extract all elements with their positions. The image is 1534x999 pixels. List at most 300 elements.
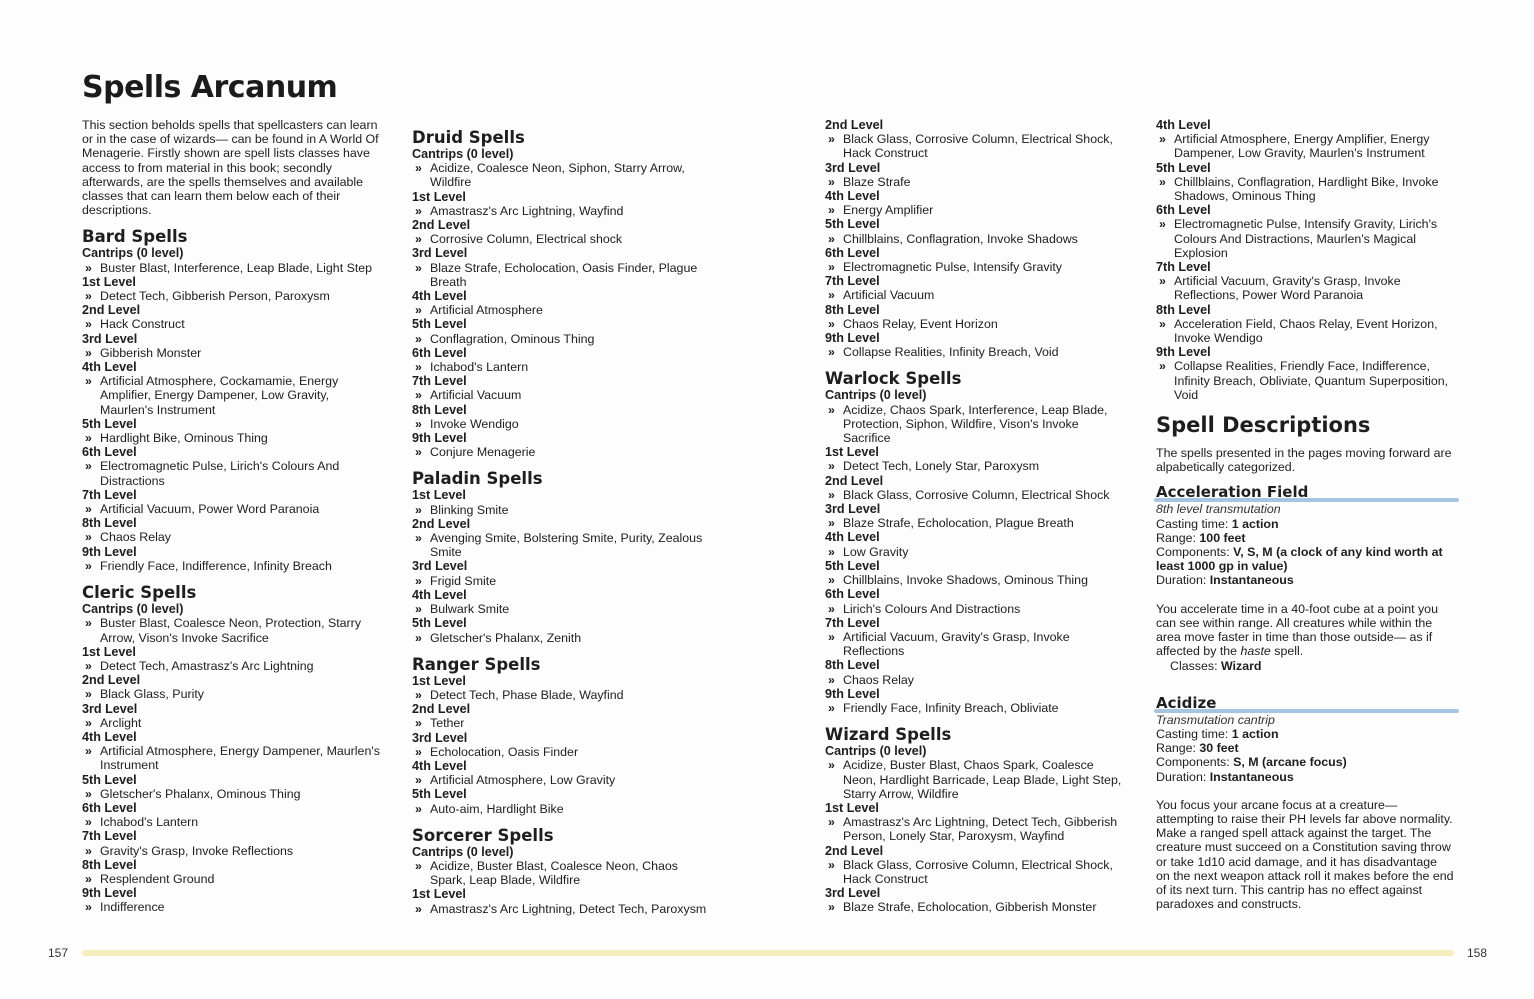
class-spell-list	[412, 826, 710, 916]
spell-list-item	[82, 559, 380, 573]
spell-names: Acidize, Buster Blast, Coalesce Neon, Chaos Spark, Leap Blade, Wildfire	[430, 858, 678, 888]
spell-level-label: 7th Level	[82, 829, 137, 844]
spell-list-item	[1156, 217, 1454, 260]
duration-row	[1156, 573, 1454, 587]
spell-level-label: 3rd Level	[412, 246, 468, 261]
spell-list-item	[82, 530, 380, 544]
spell-names: Auto-aim, Hardlight Bike	[430, 801, 564, 816]
spell-list-item	[82, 815, 380, 829]
bard-spells-heading: Bard Spells	[82, 227, 188, 247]
class-spell-list	[82, 227, 380, 573]
spell-level-label: 3rd Level	[825, 886, 881, 901]
spell-names: Detect Tech, Gibberish Person, Paroxysm	[100, 289, 330, 304]
spell-names: Artificial Vacuum, Gravity's Grasp, Invoke Reflections, Power Word Paranoia	[1174, 274, 1401, 303]
components-value: V, S, M (a clock of any kind worth at least 1000 gp in value)	[1156, 545, 1443, 574]
spell-list-item	[412, 602, 710, 616]
spell-list-item	[82, 787, 380, 801]
spell-names: Electromagnetic Pulse, Intensify Gravity, Lirich's Colours And Distractions, Maurlen's Magical Explosion	[1174, 217, 1438, 260]
spell-names: Collapse Realities, Infinity Breach, Void	[843, 345, 1059, 360]
spell-list-item	[825, 459, 1123, 473]
spell-list-item	[825, 175, 1123, 189]
bullet-icon: »	[415, 331, 422, 346]
bullet-icon: »	[85, 558, 92, 573]
spell-list-item	[412, 859, 710, 887]
casting-time-row	[1156, 727, 1454, 741]
range-label: Range:	[1156, 530, 1200, 545]
spell-list-column-4	[1156, 118, 1454, 911]
spell-list-item	[825, 345, 1123, 359]
spell-level-label: 5th Level	[82, 416, 137, 431]
bullet-icon: »	[415, 388, 422, 403]
spell-list-item	[412, 503, 710, 517]
description-emphasis: haste	[1240, 644, 1271, 659]
bullet-icon: »	[828, 672, 835, 687]
spell-level-label: 4th Level	[1156, 118, 1211, 132]
spell-level-label: 7th Level	[82, 487, 137, 502]
spell-level-label: 3rd Level	[82, 701, 138, 716]
duration-value: Instantaneous	[1209, 573, 1294, 588]
spell-level-label: 5th Level	[412, 616, 467, 631]
spell-names: Collapse Realities, Friendly Face, Indifference, Infinity Breach, Obliviate, Quantum Superposition, Void	[1174, 359, 1449, 402]
spell-description-text	[1156, 602, 1454, 659]
components-row	[1156, 755, 1454, 769]
spell-names: Corrosive Column, Electrical shock	[430, 232, 623, 247]
bullet-icon: »	[1159, 359, 1166, 374]
spell-list-item	[82, 317, 380, 331]
spell-list-item	[412, 688, 710, 702]
spell-level-label: 6th Level	[825, 245, 880, 260]
spell-list-item	[412, 773, 710, 787]
bullet-icon: »	[415, 573, 422, 588]
spell-list-item	[82, 744, 380, 772]
spell-level-label: 9th Level	[825, 331, 880, 346]
spell-list-item	[82, 289, 380, 303]
spell-level-label: 2nd Level	[82, 303, 141, 318]
spell-names: Tether	[430, 716, 465, 731]
spell-list-item	[82, 261, 380, 275]
spell-names: Electromagnetic Pulse, Intensify Gravity	[843, 260, 1062, 275]
bullet-icon: »	[85, 431, 92, 446]
spell-level-label: 2nd Level	[825, 473, 884, 488]
spell-level-label: 5th Level	[82, 772, 137, 787]
spell-names: Energy Amplifier	[843, 203, 934, 218]
spell-names: Artificial Atmosphere, Low Gravity	[430, 773, 616, 788]
spell-list-column-2	[412, 128, 710, 926]
spell-list-item	[825, 488, 1123, 502]
spell-names: Lirich's Colours And Distractions	[843, 601, 1021, 616]
spell-list-item	[412, 531, 710, 559]
spell-list-item	[412, 745, 710, 759]
spell-list-column-3	[825, 118, 1123, 925]
class-spell-list	[412, 128, 710, 459]
spell-level-label: 2nd Level	[412, 218, 471, 233]
spell-list-item	[412, 417, 710, 431]
spell-list-item	[1156, 132, 1454, 160]
casting-time-row	[1156, 517, 1454, 531]
bullet-icon: »	[415, 203, 422, 218]
sorcerer-spells-heading: Sorcerer Spells	[412, 825, 554, 845]
spell-names: Electromagnetic Pulse, Lirich's Colours And Distractions	[100, 459, 340, 488]
spell-level-label: 4th Level	[412, 758, 467, 773]
spell-names: Blaze Strafe, Echolocation, Oasis Finder, Plague Breath	[430, 260, 698, 289]
bullet-icon: »	[828, 700, 835, 715]
bullet-icon: »	[85, 374, 92, 389]
spell-list-item	[1156, 175, 1454, 203]
bullet-icon: »	[415, 687, 422, 702]
spell-list-item	[1156, 274, 1454, 302]
spell-level-label: 9th Level	[825, 686, 880, 701]
spell-names: Ichabod's Lantern	[430, 360, 529, 375]
spell-names: Artificial Atmosphere	[430, 303, 543, 318]
spell-names: Artificial Vacuum, Gravity's Grasp, Invoke Reflections	[843, 629, 1070, 659]
bullet-icon: »	[828, 402, 835, 417]
spell-level-label: Cantrips (0 level)	[82, 602, 184, 617]
bullet-icon: »	[1159, 316, 1166, 331]
spell-names: Artificial Vacuum, Power Word Paranoia	[100, 502, 320, 517]
spell-level-label: 5th Level	[412, 317, 467, 332]
bullet-icon: »	[415, 303, 422, 318]
spell-level-label: Cantrips (0 level)	[82, 246, 184, 261]
spell-description-entry	[1156, 484, 1454, 672]
class-spell-list	[825, 725, 1123, 914]
spell-level-label: 7th Level	[825, 274, 880, 289]
bullet-icon: »	[415, 858, 422, 873]
range-row	[1156, 531, 1454, 545]
spell-names: Chaos Relay, Event Horizon	[843, 316, 998, 331]
spell-level-label: 9th Level	[82, 544, 137, 559]
spell-level-label: Cantrips (0 level)	[412, 844, 514, 859]
spell-level-label: 2nd Level	[825, 118, 884, 132]
spell-level-label: 4th Level	[825, 530, 880, 545]
spell-list-item	[82, 374, 380, 417]
spell-names: Acceleration Field, Chaos Relay, Event Horizon, Invoke Wendigo	[1174, 316, 1438, 346]
spell-list-item	[825, 815, 1123, 843]
bullet-icon: »	[415, 630, 422, 645]
spell-names: Conflagration, Ominous Thing	[430, 331, 595, 346]
spell-list-item	[412, 303, 710, 317]
spell-names: Acidize, Coalesce Neon, Siphon, Starry Arrow, Wildfire	[430, 161, 685, 190]
spell-level-label: Cantrips (0 level)	[825, 744, 927, 759]
bullet-icon: »	[85, 900, 92, 915]
bullet-icon: »	[415, 744, 422, 759]
bullet-icon: »	[415, 502, 422, 517]
spell-level-label: 2nd Level	[412, 516, 471, 531]
spell-names: Chillblains, Invoke Shadows, Ominous Thing	[843, 573, 1088, 588]
spell-names: Chillblains, Conflagration, Hardlight Bike, Invoke Shadows, Ominous Thing	[1174, 174, 1439, 204]
spell-level-label: 4th Level	[825, 189, 880, 204]
spell-name-heading	[1156, 484, 1459, 502]
spell-names: Buster Blast, Interference, Leap Blade, Light Step	[100, 260, 373, 275]
spell-names: Artificial Atmosphere, Energy Amplifier, Energy Dampener, Low Gravity, Maurlen's Instrument	[1174, 132, 1430, 161]
spell-names: Frigid Smite	[430, 573, 497, 588]
description-body: You focus your arcane focus at a creature— attempting to raise their PH levels far above normality. Make a ranged spell attack against the target. The creature must succeed on a Constitution saving throw or take 1d10 acid damage, and it has disadvantage on the next weapon attack roll it makes before the end of its next turn. This cantrip has no effect against paradoxes and constructs.	[1156, 797, 1454, 912]
spell-names: Detect Tech, Phase Blade, Wayfind	[430, 687, 624, 702]
spell-names: Artificial Vacuum	[843, 288, 935, 303]
spell-names: Blinking Smite	[430, 502, 509, 517]
bullet-icon: »	[828, 758, 835, 773]
spell-level-label: 1st Level	[412, 887, 466, 902]
spell-level-label: 2nd Level	[825, 843, 884, 858]
spell-level-label: 5th Level	[1156, 160, 1211, 175]
spell-names: Chillblains, Conflagration, Invoke Shadows	[843, 231, 1078, 246]
spell-names: Artificial Atmosphere, Cockamamie, Energy Amplifier, Energy Dampener, Low Gravity, Maurlen's Instrument	[100, 374, 339, 417]
class-spell-list	[412, 655, 710, 816]
bullet-icon: »	[85, 459, 92, 474]
spell-names: Acidize, Buster Blast, Chaos Spark, Coalesce Neon, Hardlight Barricade, Leap Blade, Light Step, Starry Arrow, Wildfire	[843, 758, 1122, 801]
bullet-icon: »	[85, 616, 92, 631]
spell-list-item	[825, 203, 1123, 217]
spell-names: Blaze Strafe	[843, 174, 911, 189]
spell-names: Black Glass, Corrosive Column, Electrical Shock	[843, 487, 1110, 502]
class-spell-list	[825, 369, 1123, 715]
spell-list-item	[412, 716, 710, 730]
duration-value: Instantaneous	[1209, 769, 1294, 784]
spell-list-item	[82, 346, 380, 360]
spell-level-label: 8th Level	[412, 402, 467, 417]
spell-level-label: 3rd Level	[412, 730, 468, 745]
class-spell-list	[825, 118, 1123, 359]
spell-names: Black Glass, Corrosive Column, Electrical Shock, Hack Construct	[843, 132, 1113, 161]
spell-description-text	[1156, 798, 1454, 912]
spell-names: Arclight	[100, 715, 142, 730]
spell-list-item	[412, 388, 710, 402]
spell-level-label: 5th Level	[825, 217, 880, 232]
spell-level-label: 6th Level	[412, 345, 467, 360]
bullet-icon: »	[85, 317, 92, 332]
bullet-icon: »	[85, 843, 92, 858]
spell-level-label: 3rd Level	[825, 160, 881, 175]
spell-level-label: 1st Level	[412, 488, 466, 503]
bullet-icon: »	[85, 345, 92, 360]
spell-list-item	[412, 232, 710, 246]
spell-names: Amastrasz's Arc Lightning, Detect Tech, Paroxysm	[430, 901, 707, 916]
spell-description-entry	[1156, 695, 1454, 912]
spell-level-label: 3rd Level	[825, 502, 881, 517]
spell-names: Hack Construct	[100, 317, 185, 332]
spell-list-item	[412, 360, 710, 374]
spell-names: Resplendent Ground	[100, 871, 215, 886]
spell-list-item	[82, 900, 380, 914]
spell-school: 8th level transmutation	[1156, 502, 1281, 517]
spell-list-item	[412, 902, 710, 916]
spell-level-label: 4th Level	[82, 729, 137, 744]
spell-list-item	[412, 802, 710, 816]
classes-row	[1156, 659, 1454, 673]
spell-level-label: 1st Level	[825, 800, 879, 815]
wizard-spells-heading: Wizard Spells	[825, 725, 952, 745]
class-spell-list	[82, 583, 380, 914]
bullet-icon: »	[828, 815, 835, 830]
bullet-icon: »	[415, 260, 422, 275]
spell-names: Friendly Face, Indifference, Infinity Breach	[100, 558, 332, 573]
spell-level-label: 5th Level	[825, 558, 880, 573]
spell-level-label: 6th Level	[82, 445, 137, 460]
spell-names: Black Glass, Corrosive Column, Electrical Shock, Hack Construct	[843, 857, 1113, 886]
bullet-icon: »	[415, 416, 422, 431]
bullet-icon: »	[828, 900, 835, 915]
spell-level-label: 1st Level	[412, 189, 466, 204]
bullet-icon: »	[85, 786, 92, 801]
spell-names: Gravity's Grasp, Invoke Reflections	[100, 843, 294, 858]
spell-level-label: 8th Level	[82, 516, 137, 531]
spell-names: Amastrasz's Arc Lightning, Wayfind	[430, 203, 624, 218]
spell-level-label: 2nd Level	[412, 702, 471, 717]
spell-level-label: 1st Level	[412, 673, 466, 688]
bullet-icon: »	[85, 715, 92, 730]
bullet-icon: »	[85, 815, 92, 830]
bullet-icon: »	[828, 288, 835, 303]
bullet-icon: »	[828, 629, 835, 644]
duration-label: Duration:	[1156, 769, 1210, 784]
components-label: Components:	[1156, 755, 1234, 770]
spell-list-item	[412, 574, 710, 588]
spell-list-item	[412, 631, 710, 645]
spell-list-item	[825, 602, 1123, 616]
range-value: 100 feet	[1199, 530, 1246, 545]
duration-label: Duration:	[1156, 573, 1210, 588]
bullet-icon: »	[415, 801, 422, 816]
spell-level-label: 6th Level	[825, 587, 880, 602]
bullet-icon: »	[1159, 217, 1166, 232]
description-tail: spell.	[1270, 644, 1304, 659]
spell-list-item	[412, 161, 710, 189]
bullet-icon: »	[828, 573, 835, 588]
spell-list-item	[825, 403, 1123, 446]
bullet-icon: »	[828, 516, 835, 531]
bullet-icon: »	[85, 744, 92, 759]
spell-level-label: 8th Level	[82, 857, 137, 872]
bullet-icon: »	[415, 716, 422, 731]
spell-list-item	[825, 516, 1123, 530]
class-spell-list	[412, 469, 710, 644]
bullet-icon: »	[828, 459, 835, 474]
bullet-icon: »	[828, 260, 835, 275]
spell-names: Gletscher's Phalanx, Zenith	[430, 630, 582, 645]
spell-name-heading	[1156, 695, 1459, 713]
class-spell-list	[1156, 118, 1454, 402]
bullet-icon: »	[828, 601, 835, 616]
spell-names: Chaos Relay	[843, 672, 914, 687]
spell-level-label: 6th Level	[82, 800, 137, 815]
spell-names: Gletscher's Phalanx, Ominous Thing	[100, 786, 301, 801]
spell-names: Echolocation, Oasis Finder	[430, 744, 579, 759]
page-title: Spells Arcanum	[82, 70, 338, 105]
spell-level-label: 4th Level	[412, 289, 467, 304]
spell-names: Gibberish Monster	[100, 345, 202, 360]
spell-level-label: 1st Level	[825, 445, 879, 460]
bullet-icon: »	[415, 901, 422, 916]
spell-level-label: 9th Level	[82, 886, 137, 901]
spell-names: Blaze Strafe, Echolocation, Gibberish Monster	[843, 900, 1097, 915]
spell-list-item	[825, 260, 1123, 274]
bullet-icon: »	[828, 857, 835, 872]
components-label: Components:	[1156, 545, 1234, 560]
spell-list-item	[82, 659, 380, 673]
description-body: You accelerate time in a 40-foot cube at a point you can see within range. All creatures while within the area move faster in time than those outside— as if affected by the	[1156, 601, 1438, 659]
bullet-icon: »	[828, 316, 835, 331]
spell-names: Indifference	[100, 900, 165, 915]
classes-label: Classes:	[1170, 658, 1221, 673]
bullet-icon: »	[85, 658, 92, 673]
spell-name-text: Acceleration Field	[1156, 483, 1309, 502]
spell-descriptions-heading: Spell Descriptions	[1156, 413, 1371, 438]
bullet-icon: »	[415, 773, 422, 788]
spell-descriptions-intro: The spells presented in the pages moving forward are alpabetically categorized.	[1156, 446, 1452, 475]
bullet-icon: »	[415, 232, 422, 247]
spell-names: Avenging Smite, Bolstering Smite, Purity, Zealous Smite	[430, 531, 703, 560]
spell-list-item	[412, 445, 710, 459]
spell-list-item	[412, 332, 710, 346]
spell-list-column-1	[82, 118, 380, 925]
casting-time-value: 1 action	[1231, 726, 1279, 741]
spell-level-label: 8th Level	[825, 658, 880, 673]
bullet-icon: »	[828, 203, 835, 218]
spell-level-label: 5th Level	[412, 787, 467, 802]
spell-names: Artificial Vacuum	[430, 388, 522, 403]
spell-names: Blaze Strafe, Echolocation, Plague Breath	[843, 516, 1074, 531]
bullet-icon: »	[1159, 174, 1166, 189]
ranger-spells-heading: Ranger Spells	[412, 654, 541, 674]
cleric-spells-heading: Cleric Spells	[82, 583, 197, 603]
spell-list-item	[825, 573, 1123, 587]
spell-level-label: 6th Level	[1156, 203, 1211, 218]
spell-list-item	[412, 204, 710, 218]
spell-level-label: 2nd Level	[82, 673, 141, 688]
paladin-spells-heading: Paladin Spells	[412, 469, 543, 489]
spell-list-item	[825, 545, 1123, 559]
range-label: Range:	[1156, 741, 1200, 756]
spell-list-item	[825, 317, 1123, 331]
spell-names: Friendly Face, Infinity Breach, Obliviate	[843, 700, 1059, 715]
bullet-icon: »	[828, 174, 835, 189]
spell-list-item	[82, 431, 380, 445]
spell-list-item	[82, 502, 380, 516]
spell-list-item	[1156, 359, 1454, 402]
spell-list-item	[82, 616, 380, 644]
bullet-icon: »	[85, 871, 92, 886]
bullet-icon: »	[415, 445, 422, 460]
druid-spells-heading: Druid Spells	[412, 128, 525, 147]
spell-list-item	[412, 261, 710, 289]
spell-level-label: 3rd Level	[412, 559, 468, 574]
spell-names: Bulwark Smite	[430, 602, 510, 617]
spell-level-label: 4th Level	[82, 360, 137, 375]
duration-row	[1156, 770, 1454, 784]
spell-names: Ichabod's Lantern	[100, 815, 199, 830]
spell-names: Conjure Menagerie	[430, 445, 536, 460]
spell-school: Transmutation cantrip	[1156, 712, 1275, 727]
intro-paragraph: This section beholds spells that spellcasters can learn or in the case of wizards— can be found in A World Of Menagerie. Firstly shown are spell lists classes have access to from material in this book; secondly afterwards, are the spells themselves and available classes that can learn them below each of their descriptions.	[82, 118, 379, 218]
spell-level-label: Cantrips (0 level)	[825, 388, 927, 403]
bullet-icon: »	[415, 602, 422, 617]
spell-level-label: 8th Level	[1156, 302, 1211, 317]
spell-list-item	[825, 673, 1123, 687]
spell-level-label: 1st Level	[82, 644, 136, 659]
bullet-icon: »	[415, 161, 422, 176]
bullet-icon: »	[828, 231, 835, 246]
spell-list-item	[825, 900, 1123, 914]
spell-level-label: 9th Level	[412, 431, 467, 446]
spell-level-label: 7th Level	[1156, 260, 1211, 275]
spell-names: Acidize, Chaos Spark, Interference, Leap Blade, Protection, Siphon, Wildfire, Vison's Invoke Sacrifice	[843, 402, 1108, 446]
casting-time-label: Casting time:	[1156, 516, 1232, 531]
spell-level-label: 9th Level	[1156, 345, 1211, 360]
spell-names: Black Glass, Purity	[100, 687, 204, 702]
bullet-icon: »	[828, 487, 835, 502]
components-value: S, M (arcane focus)	[1233, 755, 1347, 770]
warlock-spells-heading: Warlock Spells	[825, 369, 962, 389]
spell-level-label: 7th Level	[825, 615, 880, 630]
